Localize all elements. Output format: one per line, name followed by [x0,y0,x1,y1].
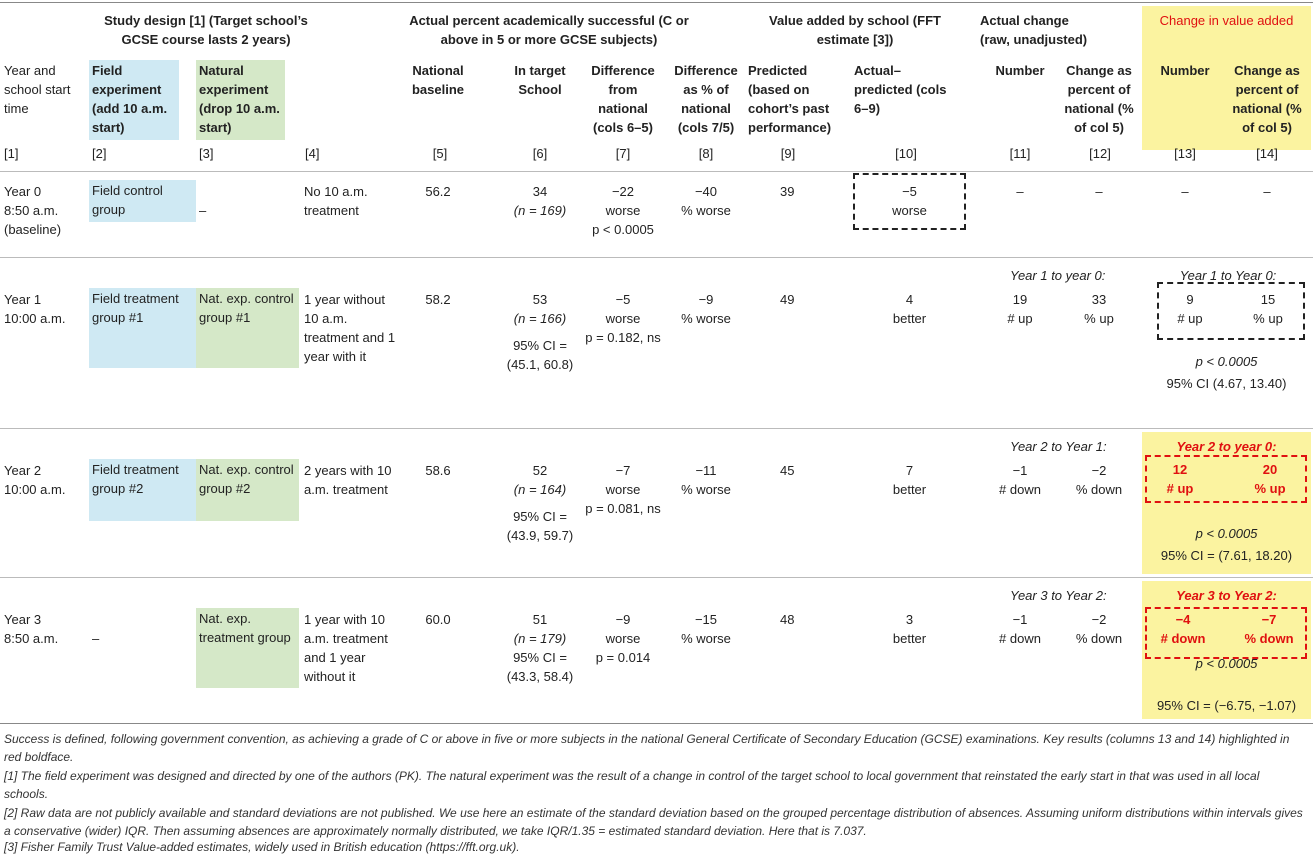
row0-field: Field control group [89,180,196,222]
row2-pct: −2 % down [1075,463,1123,497]
row2-va-pct: 20 % up [1254,462,1286,496]
col-number: [14] [1256,146,1278,161]
col-number: [9] [780,146,796,161]
row1-va-ci: 95% CI (4.67, 13.40) [1166,376,1287,391]
col-number: [6] [532,146,548,161]
row0-treatment: No 10 a.m. treatment [304,184,368,218]
row1-national: 58.2 [425,292,451,307]
col-number: [10] [895,146,917,161]
row-year-0: Year 0 8:50 a.m. (baseline) [4,184,62,237]
col-number: [11] [1009,146,1031,161]
row1-field: Field treatment group #1 [89,288,196,368]
row1-va-pct: 15 % up [1253,292,1283,326]
col-header-7: Difference from national (cols 6–5) [591,63,655,135]
row3-actual-predicted: 3 better [892,612,927,646]
col-header-5: National baseline [411,63,465,97]
col-header-2: Field experiment (add 10 a.m. start) [89,60,179,140]
row3-change-label: Year 3 to Year 2: [1010,588,1107,603]
row2-natural: Nat. exp. control group #2 [196,459,299,521]
rule-after-header [0,171,1313,172]
col-number: [1] [4,146,19,161]
row-year-1: Year 1 10:00 a.m. [4,292,66,326]
row0-national: 56.2 [425,184,451,199]
row0-target: 34 (n = 169) [513,184,567,218]
row2-diff: −7 worse p = 0.081, ns [585,463,661,516]
row2-va-ci: 95% CI = (7.61, 18.20) [1160,548,1293,563]
row0-pct: – [1095,184,1103,199]
footnote-1: [1] The field experiment was designed and directed by one of the authors (PK). The natural experiment was the result of a change in control of the target school to local government that reinstated the early start in that was used in all local schools. [4,769,1260,801]
row3-pct: −2 % down [1075,612,1123,646]
row3-va-p: p < 0.0005 [1195,656,1258,671]
col-header-10: Actual–predicted (cols 6–9) [854,63,947,116]
row3-natural: Nat. exp. treatment group [196,608,299,688]
col-number: [12] [1089,146,1111,161]
row3-va-num: −4 # down [1160,612,1206,646]
row0-num: – [1016,184,1024,199]
row0-diffpct: −40 % worse [681,184,731,218]
row1-va-label: Year 1 to Year 0: [1179,268,1277,283]
rule-after-row1 [0,428,1313,429]
col-header-8: Difference as % of national (cols 7/5) [674,63,738,135]
group-study-design: Study design [1] (Target school’s GCSE course lasts 2 years) [104,13,308,47]
group-actual-change: Actual change (raw, unadjusted) [980,13,1088,47]
row2-va-num: 12 # up [1166,462,1194,496]
row0-diff: −22 worse p < 0.0005 [592,184,654,237]
row1-target: 53 (n = 166) 95% CI = (45.1, 60.8) [506,292,574,372]
row2-diffpct: −11 % worse [681,463,731,497]
row3-national: 60.0 [425,612,451,627]
row0-natural: – [199,203,207,218]
rule-after-row3 [0,723,1313,724]
col-header-3: Natural experiment (drop 10 a.m. start) [196,60,285,140]
row2-actual-predicted: 7 better [892,463,927,497]
row3-treatment: 1 year with 10 a.m. treatment and 1 year without it [304,612,388,684]
row3-va-ci: 95% CI = (−6.75, −1.07) [1156,698,1297,713]
row3-target: 51 (n = 179) 95% CI = (43.3, 58.4) [506,612,574,684]
row-year-2: Year 2 10:00 a.m. [4,463,66,497]
row-year-3: Year 3 8:50 a.m. [4,612,59,646]
row2-treatment: 2 years with 10 a.m. treatment [304,463,392,497]
rule-after-row2 [0,577,1313,578]
footnote-2: [2] Raw data are not publicly available and standard deviations are not published. We use here an estimate of the standard deviation based on the grouped percentage distribution of absences. Assuming uniform distributions within intervals gives a conservative (wider) IQR. Then assuming absences are approximately normally distributed, we take IQR/1.35 = estimated standard deviation. Here that is 7.037. [4,806,1303,838]
row1-va-p: p < 0.0005 [1195,354,1258,369]
col-number: [2] [92,146,107,161]
col-number: [5] [432,146,448,161]
group-actual-percent: Actual percent academically successful (C or above in 5 or more GCSE subjects) [409,13,689,47]
row3-va-pct: −7 % down [1244,612,1294,646]
row1-diffpct: −9 % worse [681,292,731,326]
row2-predicted: 45 [780,463,795,478]
row2-va-label: Year 2 to year 0: [1176,439,1277,454]
row1-num: 19 # up [1007,292,1033,326]
group-value-added: Value added by school (FFT estimate [3]) [769,13,941,47]
footnote-definition: Success is defined, following government convention, as achieving a grade of C or above in five or more subjects in the national General Certificate of Secondary Education (GCSE) examinations. Key results (columns 13 and 14) highlighted in red boldface. [4,732,1290,764]
row2-field: Field treatment group #2 [89,459,196,521]
row1-diff: −5 worse p = 0.182, ns [585,292,661,345]
row1-change-label: Year 1 to year 0: [1010,268,1106,283]
row2-national: 58.6 [425,463,451,478]
row2-change-label: Year 2 to Year 1: [1010,439,1107,454]
row1-va-num: 9 # up [1177,292,1203,326]
row1-pct: 33 % up [1084,292,1114,326]
row0-predicted: 39 [780,184,795,199]
col-number: [7] [615,146,631,161]
row3-num: −1 # down [999,612,1041,646]
col-number: [8] [698,146,714,161]
col-header-6: In target School [514,63,566,97]
col-header-1: Year and school start time [4,63,71,116]
row1-treatment: 1 year without 10 a.m. treatment and 1 year with it [304,292,396,364]
col-header-14: Change as percent of national (% of col 5) [1232,63,1302,135]
row1-predicted: 49 [780,292,795,307]
col-number: [13] [1174,146,1196,161]
row2-num: −1 # down [999,463,1041,497]
row3-diffpct: −15 % worse [681,612,731,646]
row0-actual-predicted: −5 worse [853,173,966,230]
row3-field: – [92,631,100,646]
row1-actual-predicted: 4 better [892,292,927,326]
row3-predicted: 48 [780,612,795,627]
rule-after-row0 [0,257,1313,258]
col-header-13: Number [1160,63,1210,78]
group-change-value-added: Change in value added [1159,13,1294,28]
row0-va-pct: – [1263,184,1271,199]
col-number: [4] [305,146,320,161]
col-header-9: Predicted (based on cohort’s past performance) [748,63,832,135]
row0-va-num: – [1181,184,1189,199]
col-header-11: Number [995,63,1045,78]
row2-va-p: p < 0.0005 [1195,526,1258,541]
footnote-3: [3] Fisher Family Trust Value-added estimates, widely used in British education (https://fft.org.uk). [4,840,520,854]
row3-diff: −9 worse p = 0.014 [595,612,651,665]
col-number: [3] [199,146,214,161]
rule-top [0,2,1313,3]
col-header-12: Change as percent of national (% of col 5) [1064,63,1134,135]
row3-va-label: Year 3 to Year 2: [1176,588,1277,603]
row1-natural: Nat. exp. control group #1 [196,288,299,368]
row2-target: 52 (n = 164) 95% CI = (43.9, 59.7) [506,463,574,543]
